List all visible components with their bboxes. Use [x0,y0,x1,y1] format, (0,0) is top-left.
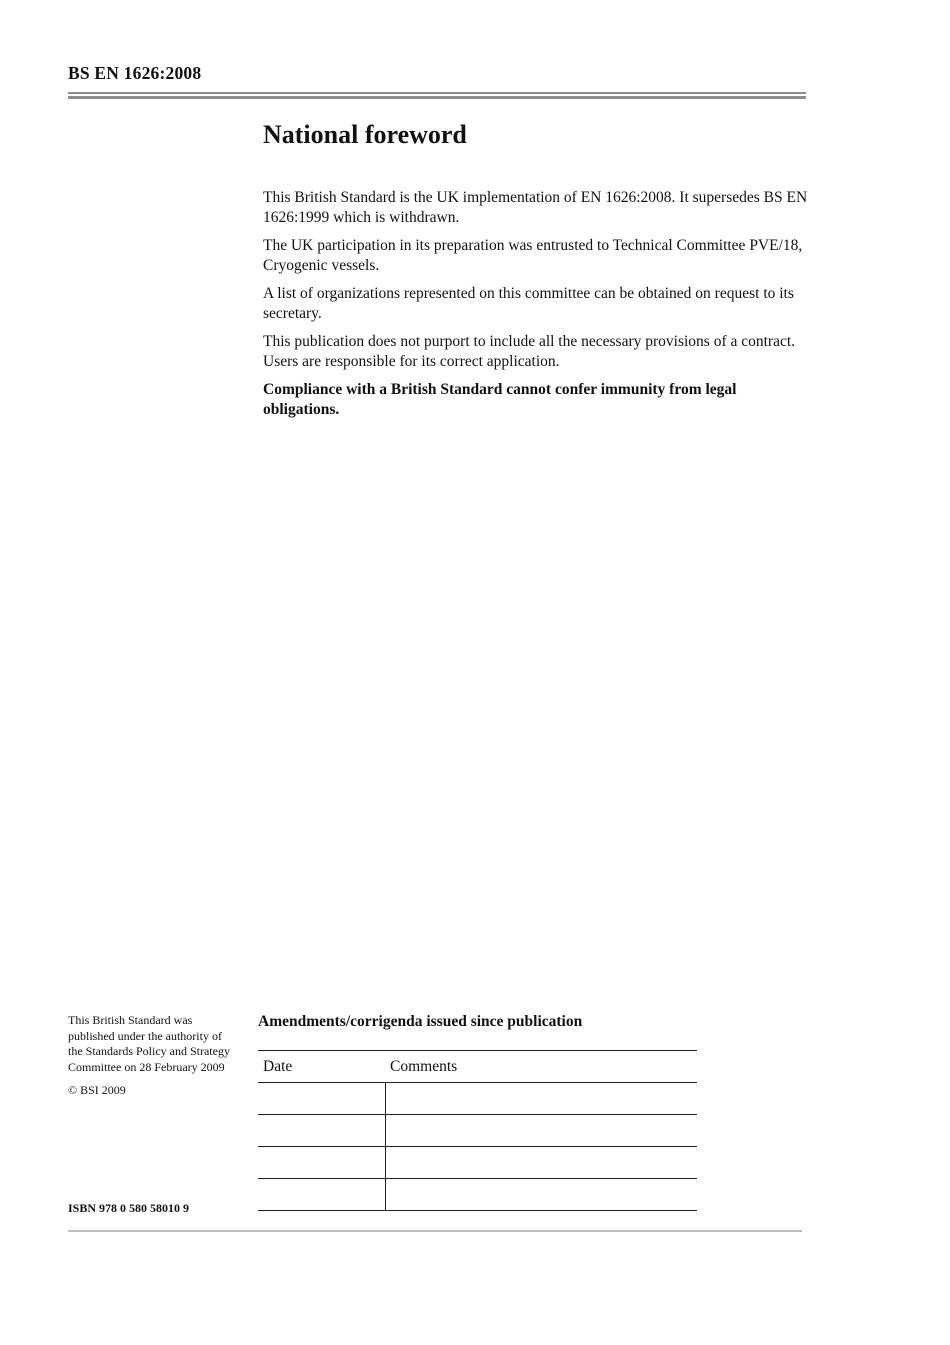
table-header-row [258,1051,697,1083]
isbn: ISBN 978 0 580 58010 9 [68,1201,190,1215]
paragraph-implementation: This British Standard is the UK implementation of EN 1626:2008. It supersedes BS EN 1626:1999 which is withdrawn. [263,189,808,226]
comments-cell [385,1179,697,1211]
column-header-date: Date [258,1051,385,1083]
amendments-table [258,1050,697,1211]
amendments-title: Amendments/corrigenda issued since publication [258,1013,583,1030]
date-cell [258,1147,385,1179]
copyright-notice: © BSI 2009 [68,1083,126,1097]
paragraph-organizations: A list of organizations represented on this committee can be obtained on request to its secretary. [263,285,794,322]
standard-identifier: BS EN 1626:2008 [68,63,202,83]
column-header-comments: Comments [385,1051,697,1083]
page-title: National foreword [263,120,467,149]
paragraph-committee: The UK participation in its preparation was entrusted to Technical Committee PVE/18, Cryogenic vessels. [263,237,803,274]
table-row [258,1115,697,1147]
date-cell [258,1115,385,1147]
comments-cell [385,1083,697,1115]
date-cell [258,1179,385,1211]
paragraph-contract: This publication does not purport to include all the necessary provisions of a contract. Users are responsible for its correct application. [263,333,796,370]
footer-rule [68,1230,802,1232]
foreword-body [263,188,808,428]
table-row [258,1179,697,1211]
legal-notice: Compliance with a British Standard cannot confer immunity from legal obligations. [263,381,737,418]
publication-info [68,1013,238,1107]
date-cell [258,1083,385,1115]
table-row [258,1083,697,1115]
publication-note: This British Standard was published under the authority of the Standards Policy and Strategy Committee on 28 February 2009 [68,1013,230,1074]
comments-cell [385,1147,697,1179]
header-rule [68,92,806,99]
table-row [258,1147,697,1179]
comments-cell [385,1115,697,1147]
